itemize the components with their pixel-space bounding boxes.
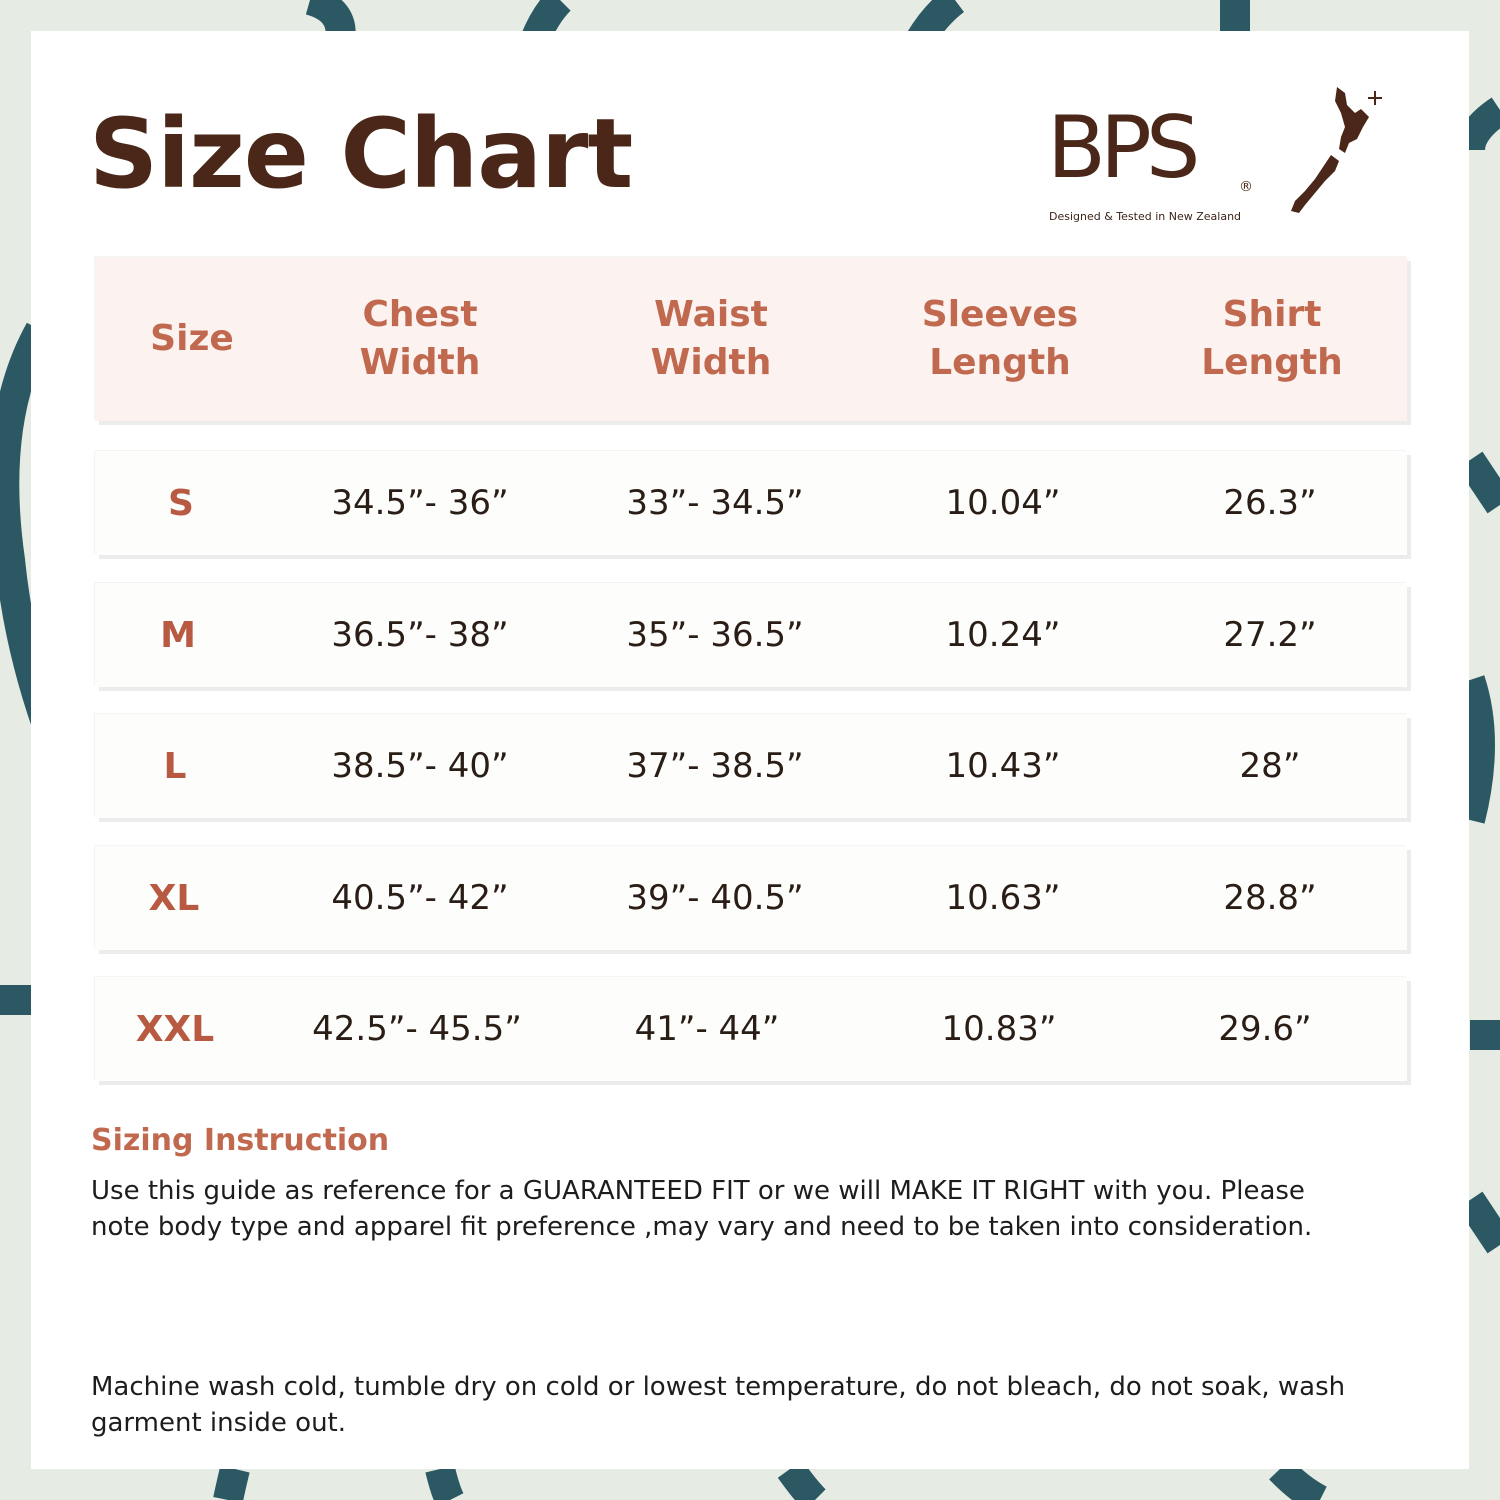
size-cell: XL [148, 878, 200, 919]
size-cell: L [163, 746, 187, 787]
sizing-instruction-title: Sizing Instruction [91, 1123, 390, 1158]
header-chest-width [360, 291, 481, 387]
shirt-cell: 28” [1239, 746, 1301, 786]
table-row [95, 583, 1407, 687]
size-cell: XXL [135, 1009, 215, 1050]
header-shirt-line2: Length [1201, 342, 1343, 383]
header-waist-line1: Waist [654, 294, 768, 335]
brand-logo [1047, 83, 1387, 273]
header-size-line: Size [150, 318, 234, 359]
shirt-cell: 29.6” [1218, 1009, 1312, 1049]
header-sleeves-length [922, 291, 1078, 387]
size-chart-card [31, 31, 1469, 1469]
size-cell: M [160, 615, 196, 656]
sleeves-cell: 10.24” [945, 615, 1061, 655]
waist-cell: 39”- 40.5” [626, 878, 804, 918]
header-waist-line2: Width [650, 342, 772, 383]
header-sleeves-line2: Length [929, 342, 1071, 383]
chest-cell: 42.5”- 45.5” [312, 1009, 522, 1049]
waist-cell: 37”- 38.5” [626, 746, 804, 786]
shirt-cell: 26.3” [1223, 483, 1317, 523]
header-sleeves-line1: Sleeves [921, 294, 1079, 335]
table-header-row [95, 257, 1407, 421]
sleeves-cell: 10.63” [945, 878, 1061, 918]
header-shirt-line1: Shirt [1222, 294, 1322, 335]
waist-cell: 41”- 44” [634, 1009, 780, 1049]
waist-cell: 33”- 34.5” [626, 483, 804, 523]
care-instructions: Machine wash cold, tumble dry on cold or lowest temperature, do not bleach, do not soak, wash garment inside out. [91, 1372, 1346, 1438]
header-shirt-length [1201, 291, 1343, 387]
sleeves-cell: 10.04” [945, 483, 1061, 523]
chest-cell: 34.5”- 36” [331, 483, 509, 523]
logo-tagline: Designed & Tested in New Zealand [1049, 210, 1242, 223]
size-cell: S [168, 483, 194, 524]
shirt-cell: 27.2” [1223, 615, 1317, 655]
header-waist-width [651, 291, 772, 387]
table-row [95, 846, 1407, 950]
table-row [95, 451, 1407, 555]
page-title: Size Chart [89, 98, 633, 210]
waist-cell: 35”- 36.5” [626, 615, 804, 655]
shirt-cell: 28.8” [1223, 878, 1317, 918]
registered-mark: ® [1239, 179, 1253, 195]
table-row [95, 714, 1407, 818]
sleeves-cell: 10.83” [941, 1009, 1057, 1049]
logo-wordmark: BPS [1047, 98, 1195, 198]
chest-cell: 40.5”- 42” [331, 878, 509, 918]
header-chest-line2: Width [359, 342, 481, 383]
chest-cell: 38.5”- 40” [331, 746, 509, 786]
header-chest-line1: Chest [362, 294, 478, 335]
table-row [95, 977, 1407, 1081]
sleeves-cell: 10.43” [945, 746, 1061, 786]
sizing-instruction-text: Use this guide as reference for a GUARANTEED FIT or we will MAKE IT RIGHT with you. Please note body type and apparel fit preference ,may vary and need to be taken into consideration. [91, 1176, 1313, 1242]
header-size [150, 315, 234, 363]
new-zealand-map-icon [1279, 83, 1389, 223]
chest-cell: 36.5”- 38” [331, 615, 509, 655]
